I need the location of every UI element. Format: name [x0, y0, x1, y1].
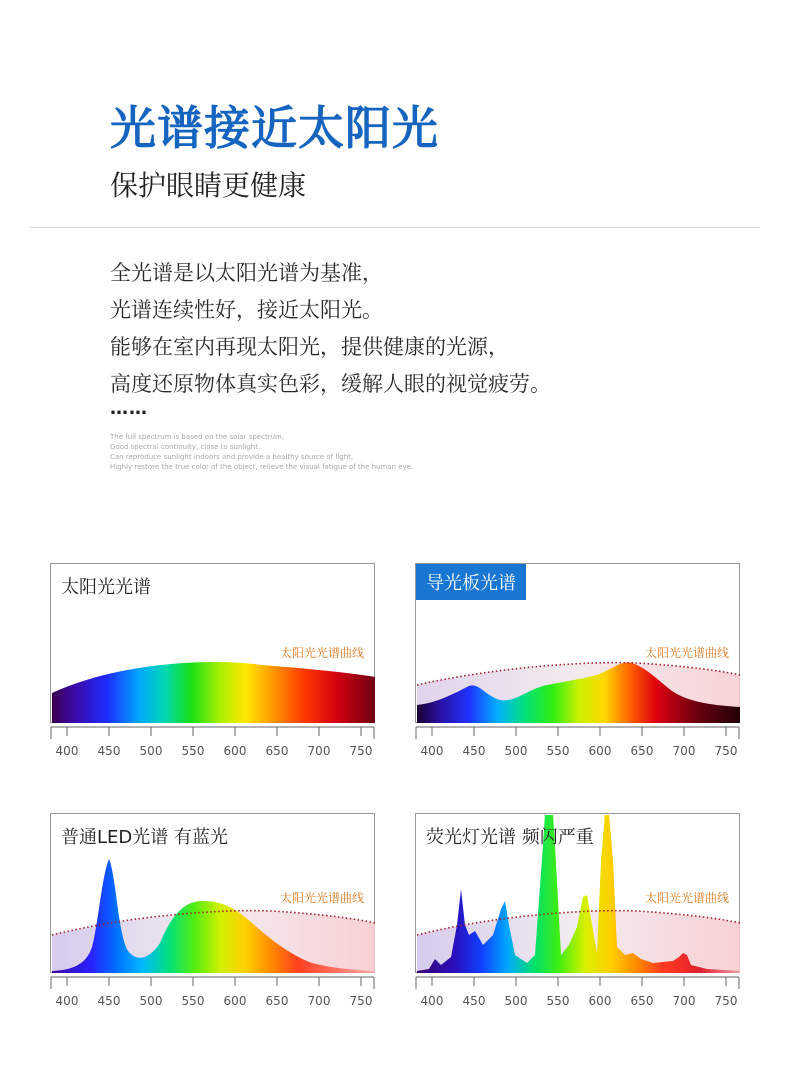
tick-label: 750	[349, 994, 373, 1008]
intro-line: 光谱连续性好，接近太阳光。	[110, 298, 383, 322]
tick-label: 650	[630, 744, 654, 758]
spectrum-panel-light-guide	[415, 563, 740, 803]
spectrum-panel-fluorescent	[415, 813, 740, 1053]
tick-label: 450	[462, 994, 486, 1008]
wavelength-axis	[50, 726, 375, 740]
tick-labels	[415, 994, 740, 1010]
sun-curve-label: 太阳光光谱曲线	[644, 891, 729, 905]
tick-label: 400	[420, 744, 444, 758]
tick-labels	[50, 744, 375, 760]
tick-label: 650	[265, 744, 289, 758]
spectrum-panel-led	[50, 813, 375, 1053]
tick-label: 600	[223, 744, 247, 758]
wavelength-axis	[415, 726, 740, 740]
tick-label: 550	[181, 994, 205, 1008]
panel-title: 普通LED光谱 有蓝光	[61, 827, 228, 848]
tick-label: 400	[420, 994, 444, 1008]
panel-title: 荧光灯光谱 频闪严重	[426, 827, 594, 848]
tick-label: 500	[504, 744, 528, 758]
tick-label: 750	[349, 744, 373, 758]
sun-curve-label: 太阳光光谱曲线	[279, 891, 364, 905]
panel-frame	[50, 563, 375, 723]
english-line: The full spectrum is based on the solar spectrum,	[110, 433, 285, 441]
wavelength-axis	[50, 976, 375, 990]
panel-frame	[50, 813, 375, 973]
english-line: Highly restore the true color of the object, relieve the visual fatigue of the human eye.	[110, 463, 414, 471]
tick-label: 700	[307, 994, 331, 1008]
panel-title: 太阳光光谱	[61, 577, 151, 598]
tick-label: 500	[139, 994, 163, 1008]
sun-curve-label: 太阳光光谱曲线	[644, 646, 729, 660]
tick-label: 600	[223, 994, 247, 1008]
tick-label: 750	[714, 994, 738, 1008]
tick-label: 550	[546, 744, 570, 758]
tick-label: 500	[139, 744, 163, 758]
tick-label: 750	[714, 744, 738, 758]
page-subtitle: 保护眼睛更健康	[110, 169, 307, 202]
tick-label: 650	[630, 994, 654, 1008]
intro-line: 能够在室内再现太阳光，提供健康的光源，	[110, 335, 509, 359]
tick-labels	[415, 744, 740, 760]
intro-ellipsis: ……	[110, 398, 148, 419]
tick-label: 550	[181, 744, 205, 758]
tick-label: 450	[97, 994, 121, 1008]
sunlight-spectrum-fill	[52, 662, 375, 723]
tick-label: 600	[588, 744, 612, 758]
intro-line: 高度还原物体真实色彩，缓解人眼的视觉疲劳。	[110, 372, 551, 396]
tick-label: 600	[588, 994, 612, 1008]
tick-label: 650	[265, 994, 289, 1008]
intro-text	[110, 255, 551, 403]
tick-label: 400	[55, 744, 79, 758]
sun-curve-label: 太阳光光谱曲线	[279, 646, 364, 660]
tick-label: 500	[504, 994, 528, 1008]
panel-title-badge: 导光板光谱	[416, 564, 526, 600]
english-line: Good spectral continuity, close to sunlight.	[110, 443, 261, 451]
english-line: Can reproduce sunlight indoors and provide a healthy source of light,	[110, 453, 354, 461]
panel-frame	[415, 813, 740, 973]
tick-label: 700	[672, 994, 696, 1008]
tick-label: 700	[672, 744, 696, 758]
tick-label: 700	[307, 744, 331, 758]
tick-label: 450	[97, 744, 121, 758]
intro-english	[110, 432, 413, 472]
tick-labels	[50, 994, 375, 1010]
intro-line: 全光谱是以太阳光谱为基准，	[110, 261, 383, 285]
tick-label: 400	[55, 994, 79, 1008]
panel-frame	[415, 563, 740, 723]
tick-label: 550	[546, 994, 570, 1008]
wavelength-axis	[415, 976, 740, 990]
page-title: 光谱接近太阳光	[110, 101, 439, 155]
divider	[30, 227, 760, 228]
spectrum-panel-sunlight	[50, 563, 375, 803]
tick-label: 450	[462, 744, 486, 758]
